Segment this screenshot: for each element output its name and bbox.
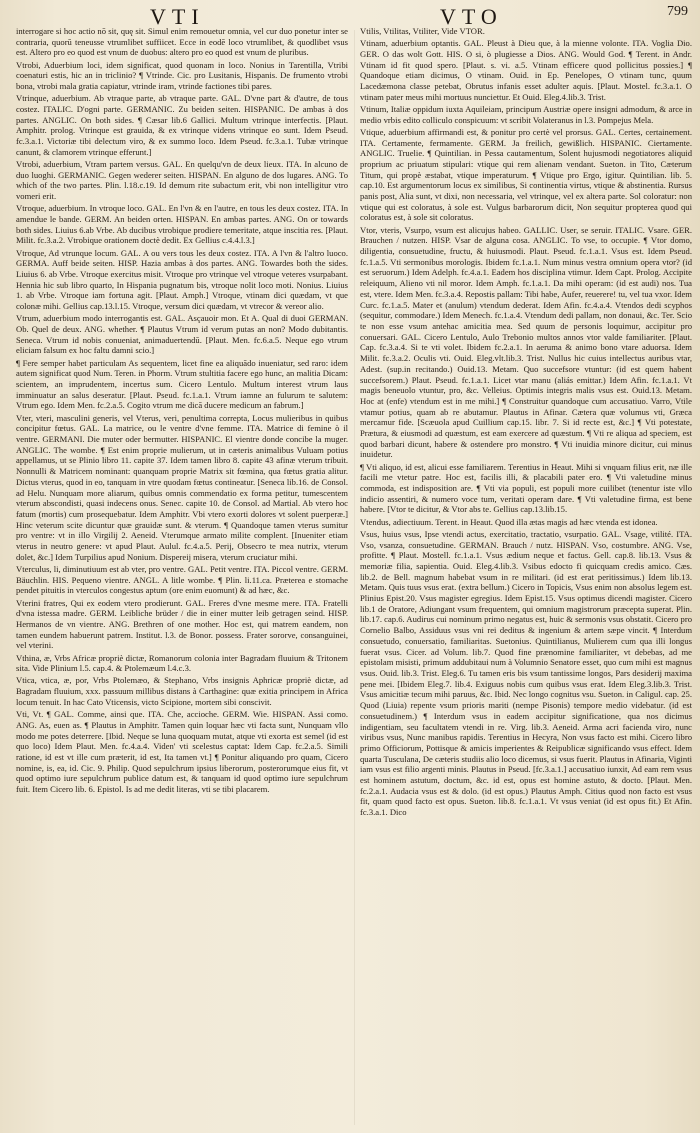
dictionary-entry: Vterini fratres, Qui ex eodem vtero prodierunt. GAL. Freres d'vne mesme mere. ITA. Fratelli d'vna istessa madre. GERM. Leibliche brüder / die in einer mutter leib getragen seind. HISP. Hermanos de vn vientre. ANG. Brethren of one mother. Hoc est, qui matrem eandem, non tamen eundem habuerunt patrem. Institut. l.3. de Bonor. possess. Frater sororve, consanguinei, vel vterini. <box>16 597 348 651</box>
dictionary-entry: Vtroque, Ad vtrunque locum. GAL. A ou vers tous les deux costez. ITA. A l'vn & l'altro luoco. GERMA. Auff beide seiten. HISP. Hazia ambas à dos partes. ANG. Towardes both the sides. Liuius 6. ab Vrbe. Vtroque exercitus misit. Vtroque pro vtrinque vel vtroque veteres vsurpabant. Hennia hic sub libro quarto, In Hispania pugnatum bis, vtroque nolit loco moti. Nonius. Liuius 1. ab Vrbe. Vtroque iam fortuna agit. [Plaut. Amph.] Vtroque, vtinam dici quædam, vt que colonæ mihi. Gellius cap.13.l.15. Vtroque, versum dici quædam, vt vtrecor & vereor alio. <box>16 247 348 312</box>
dictionary-entry: Vterculus, li, diminutiuum est ab vter, pro ventre. GAL. Petit ventre. ITA. Piccol ventre. GERM. Bäuchlin. HIS. Pequeno vientre. ANGL. A litle wombe. ¶ Plin. li.11.ca. Præterea e stomache pendet pituitis in vterculos congestus aptum (ore enim euomunt) & ad hæc, &c. <box>16 563 348 596</box>
dictionary-entry: Vtica, vtica, æ, por, Vrbs Ptolemæo, & Stephano, Vrbs insignis Aphricæ propriè dictæ, ad Bagradam fluuium, xxx. passuum millibus distans à Carthagine: quæ exitia principem in Africa locum tenuit. In hac Cato Vticensis, victo Scipione, mortem sibi conscivit. <box>16 675 348 707</box>
dictionary-entry: ¶ Fere semper habet particulam As sequentem, licet fine ea aliquādo inueniatur, sed raro: idem autem significat quod Num. Teren. in Phorm. Vtrum stultitia facere ego hunc, an malitia Dicam: scientem, an imprudentem, incertus sum. Cicero Lentulo. Multum interest vtrum laus imminuatur an salus deseratur. [Plaut. Pseud. fc.1.a.1. Vtrum iamne an fulurum te salutem: Vtrum ego. Idem Men. fc.2.a.5. Cogito vtrum me dicā ducere medicum an fabrum.] <box>16 357 348 411</box>
dictionary-entry: Vti, Vt. ¶ GAL. Comme, ainsi que. ITA. Che, accioche. GERM. Wie. HISPAN. Assi como. ANG. As, euen as. ¶ Plautus in Amphitr. Tamen quin loquar hæc vti facta sunt, Nunquam vllo modo me potes deterrere. [Ibid. Neque se luna quoquam mutat, atque vti exorta est semel (id est quo loco) Idem Plaut. Men. fc.4.a.4. Viden' vti scelestus captat: Idem Cap. fc.2.a.5. Simili ratione, id est vt ille cum præterit, id est, Ita tamen vt.] ¶ Ponitur aliquando pro quam, Cicero nomine, is, ea, id. Cic. 9. Philip. Quod sepulchrum ipsius liberorum, posterorumque eius fit, vt quod optimo iure sepulchrum publice datum est, & tanquam id quod optimo iure sepulchrum fuit. Item Cicero lib. 6. Epistol. Is ad me dedit literas, vti se tibi placarem. <box>16 709 348 795</box>
dictionary-entry: interrogare si hoc actio nō sit, quę sit. Simul enim remouetur omnia, vel cur duo ponetur inter se contraria, quorū teneusse vtrumlibet suffiicet. Ecce in eodē loco vtrumlibet, & quodlibet vsus est. Altero pro eo quod est vnum de duobus: altero pro eo quod est vnum de pluribus. <box>16 26 348 58</box>
dictionary-entry: Vtique, aduerbium affirmandi est, & ponitur pro certè vel prorsus. GAL. Certes, certainement. ITA. Certamente, fermamente. GERM. Ja freilich, gewißlich. HISPANIC. Ciertamente. ANGLIC. Truelie. ¶ Quintilian. in Pessa cautamentum, Solent hujusmodi negotiatores aliquid proprium ac priuatum stipulari: vtique qui rem alienam vendant. Sueton. in Tito, Cæterum Titum, qui propè æstabat, vtique imperaturum. ¶ Vtique pro Ergo, igitur. Quintilian. lib. 5. cap.10. Est argumentorum locus ex similibus, Si continentia virtus, vtique & abstinentia. Rursus panis post, Alia sunt, vt dixi, non necessaria, vel vtrinque, vel ex altera parte. Sol coloratur: non vtique qui est coloratus, à sole est. Vulgus barbarorum dicit, Non sequitur propterea quod qui coloratus est, à sole sit coloratus. <box>360 126 692 223</box>
dictionary-entry: Vter, vteri, masculini generis, vel Vterus, veri, penultima correpta, Locus mulieribus in quibus concipitur fœtus. GAL. La matrice, ou le ventre d'vne femme. ITA. Matrice di femine ò il ventre. GERMANI. Die muter oder bermutter. HISPANIC. El vientre donde concibe la muger. ANGLIC. The wombe. ¶ Est enim proprie mulierum, ut in cæteris animalibus Vuluam potius appellamus, ut se Plinio libro 11. capite 37. Idem tamen libro 8. capite 43 afinæ vterum tribuit. Nonnulli & Matricem nominant: quanquam proprie Matrix sit fœmina, qua fœtus gratia alitur. Dictus vterus, quod in eo, tanquam in vtre quodam fœtus contineatur. [Seneca lib.16. de Consol. ad Helu. Nunquam more aliarum, quibus omnis commendatio ex forma petitur, tumescentem vterum abscondisti, quasi indecens onus. Senec. capite 10. de Consol. ad Martial. Ab vtero hoc fatum (mortis) cum prosequebatur. Idem Amphitr. Vbi vtero exorti dolores vt solent puerperæ.] Hinc veterum scite dicuntur quæ grauidæ sunt. & vterum. ¶ Quandoque tamen vterus sumitur pro ventre: vt in illo Virgilij 2. Aeneid. Vterumque armato milite complent. [Inueniter etiam vterus in neutro genere: vt apud Plaut. Aulul. fc.4.a.5. Perij, Obsecro te mea nutrix, vterum dolet, &c.] Idem Turpilius apud Nonium. Dispereij misera, vterum cruciatur mihi. <box>16 412 348 562</box>
dictionary-entry: Vthina, æ, Vrbs Africæ propriè dictæ, Romanorum colonia inter Bagradam fluuium & Tritonem sita. Vide Plinium l.5. cap.4. & Ptolemæum l.4.c.3. <box>16 652 348 674</box>
dictionary-entry: Vtrinque, aduerbium. Ab vtraque parte, ab vtraque parte. GAL. D'vne part & d'autre, de tous costez. ITALIC. D'ogni parte. GERMANIC. Zu beiden seiten. HISPANIC. De ambas à dos partes. ANGLIC. On both sides. ¶ Cæsar lib.6 Gallici. Multum vtrinque interfectis. [Plaut. Amphitr. prolog. Vtrinque est grauida, & ex vtrinque videns vtrinque eo sunt. Idem Pseud. fc.3.a.1. Victoriæ tibi delectum viro, & ex summo loco. Idem Pseud. fc.3.a.1. Tubæ vtrinque canunt, & clamorem vtrinque efferunt.] <box>16 93 348 157</box>
dictionary-entry: Vtrum, aduerbium modo interrogantis est. GAL. Asçauoir mon. Et A. Qual di duoi GERMAN. Ob. Quel de deux. ANG. whether. ¶ Plautus Vtrum id verum putas an non? Modo dubitantis. Seneca. Vtrum id nobis conueniat, animaduertendū. [Plaut. Men. fc.6.a.5. Neque ego vtrum eliciam falsum ex hoc faltu damni scio.] <box>16 313 348 356</box>
dictionary-entry: Vtor, vteris, Vsurpo, vsum est alicujus habeo. GALLIC. User, se seruir. ITALIC. Vsare. GER. Brauchen / nutzen. HISP. Vsar de alguna cosa. ANGLIC. To vse, to occupie. ¶ Vtor domo, diligentia, consuetudine, fructu, & huiusmodi. Plaut. Pseud. fc.1.a.1. Vsus est. Idem Pseud. fc.1.a.5. Vti sermonibus morologis. Ibidem fc.1.a.1. Num minus vestra omnium opera vtor? (id est seruorum.) Idem Adelph. fc.4.a.1. Eadem hos disciplina vtimur. Idem Capt. Prolog. Accipite releiquum, Alieno vti nil moror. Idem Amph. fc.1.a.1. Da mihi operam: (id est audi) nos. Tua est, vtere. Idem Men. fc.3.a.4. Repostis pallam: Tibi habe, Aufer, reuerere! tu, vel tua vxor. Idem Curc. fc.1.a.5. Mater et (anulum) vtendum dederat. Idem Afin. fc.4.a.4. Vtendos dedi scyphos (sequitur, commodare.) Idem Menech. fc.1.a.4. Vtendum dedi pallam, non donaui, &c. Ter. Scio te non esse vsum antehac amicitia mea. Sed quum de personis loquimur, accipitur pro conuersari. GAL. Cicero Lentulo, Aulo Trebonio multos annos vtor valde familiariter. [Plaut. Cap. fc.3.a.4. Si te vti volet. Ibidem fc.2.a.1. In aeruma & animo bono vtare aduorsa. Idem Milit. fc.3.a.2. Oculis vti. Ouid. Eleg.vlt.lib.3. Trist. Nullus hic cuius intellectus auribus vtar, Adest. (sup.in recitando.) Ouid.13. Metam. Quo succefsore vtuntur: (id est quem habent succefsorem.) Plaut. Pseud. fc.1.a.1. Licet vtar manu (aliás emittar.) Idem Afin. fc.1.a.1. Vt magis beneuolo vtuntur, pro, &c. Velleius. Optimis integris malis vsus est. Ouid.13. Metam. Hoc at (enfe) vtendum est in me mihi.] ¶ Construitur quandoque cum accusatiuo. Varro, Vtile vtamur potius, quam ab re abutamur. Plautus in Afinar. Cætera quæ volumus vti, Græca mercamur fide. [Scæuola apud Cuillium cap.15. libr. 7. Si id recte est, &c.] ¶ Vti potestate, Prætura, & eiusmodi ad quæstum, est eam exercere ad quæstum. ¶ Vti re aliqua ad speciem, est quod barbari dicunt, habere & ostendere pro monstro. ¶ Vti inuidia minore dicitur, cui minus inuidetur. <box>360 224 692 460</box>
running-head-left: VTI <box>150 4 205 29</box>
dictionary-entry: Vtrobi, Aduerbium loci, idem significat, quod quonam in loco. Nonius in Tarentilla, Vtribi coenaturi estis, hic an in triclinio? ¶ Vtrinde. Cic. pro Lusitanis, Hispanis. De frumento vtrobi bona, vtrobi mala gratia capiatur, vtrinde iram, vtrinde factiones tibi pares. <box>16 59 348 92</box>
page-number: 799 <box>667 4 688 19</box>
dictionary-entry: Vtroque, aduerbium. In vtroque loco. GAL. En l'vn & en l'autre, en tous les deux costez. ITA. In amendue le bande. GERM. An beiden orten. HISPAN. En ambas partes. ANG. On or towards both sides. Liuius 6.ab Vrbe. Ab ducibus vtrobique prodiere temeritate, atque inscitia res. [Plaut. Milit. fc.3.a.2. Vtrobique orationem doctè dedit. Ex Gellius c.4.4.l.3.] <box>16 203 348 246</box>
dictionary-entry: Vtinam, aduerbium optantis. GAL. Pleust à Dieu que, à la mienne volonte. ITA. Voglia Dio. GER. O das wolt Gott. HIS. O si, ò plugiesse a Dios. ANG. Would God. ¶ Terent. in Andr. Vtinam id fit quod spero. [Plaut. s. vi. a.5. Vtinam efficere quod pollicitus possies.] ¶ Quandoque etiam dicimus, O vtinam. Ouid. in Ep. Penelopes, O vtinam tunc, quum Lacedæmona classe petebat, Obrutus infanis esset adulter aquis. [Plaut. Mostel. fc.3.a.1. O vtinam pater meus mihi mortuus nunciettur. Et Ouid. Eleg.4.lib.3. Trist. <box>360 38 692 102</box>
running-head-right: VTO <box>440 4 503 29</box>
dictionary-entry: Vtrobi, aduerbium, Vtram partem versus. GAL. En quelqu'vn de deux lieux. ITA. In alcuno de duo luoghi. GERMANIC. Gegen wederer seiten. HISPAN. En alguno de dos lugares. ANG. To which of the two partes. Plin. l.18.c.19. Id demum rite subactum erit, vbi non intelligitur vtro vomeri erit. <box>16 158 348 202</box>
dictionary-entry: Vtendus, adiectiuum. Terent. in Heaut. Quod illa ætas magis ad hæc vtenda est idonea. <box>360 516 658 527</box>
dictionary-entry: ¶ Vti aliquo, id est, alicui esse familiarem. Terentius in Heaut. Mihi si vnquam filius erit, næ ille facili me vtetur patre. Hoc est, facilis illi, & placabili pater ero. ¶ Vti valetudine minus commoda, est indisposition are. ¶ Vti via populi, est populi more cuilibet (tenentur iste vllo indicio assentiri, & numero voce tum, veritati operam dare. ¶ Vti valetudine firma, est bene habere. [Vtor te dicitur, & Vtor abs te. Gellius cap.13.lib.15. <box>360 461 692 515</box>
dictionary-entry: Vtinum, Italiæ oppidum iuxta Aquileiam, principum Austriæ opere insigni admodum, & arce in medio vrbis edito colliculo conspicuum: vt scribit Volateranus in l.3. Pompejus Mela. <box>360 103 692 125</box>
dictionary-entry: Vsus, huius vsus, Ipse vtendi actus, exercitatio, tractatio, vsurpatio. GAL. Vsage, vtilité. ITA. Vso, vsanza, consuetudine. GERMAN. Brauch / nutz. HISPAN. Vso, costumbre. ANG. Vse, profitte. ¶ Plaut. Mostell. fc.1.a.1. Vsus ædium neque et factus. Gell. cap.8. lib.13. Vsus & memoriæ filia, sapientia. Ouid. Eleg.4.lib.3. Vsibus edocto fi quicquam credis amico. Cæs. lib.2. de Bell. magnum habebat vsum in re militari. (id est erat peritissimus.) Idem lib.13. Metam. Quis tuus vsus erat. (extra bellum.) Cicero in Topicis, Vsus enim non absolus legem est. Plinius Epist.20. Vsus magister egregius. Idem Epist.15. Vsus optimus dicendi magister. Cicero lib.1 de Oratore, Adiungant vsum frequentem, qui omnium magistrorum præcepta superat. Plin. lib.17. cap.6. Audirus cui nominum primo negatus est, huic & sermonis vsus obstatit. Cicero pro Cornelio Balbo, Assiduus vsus vni rei deditus & ingenium & artem sæpe vincit. ¶ Interdum consuetudo, conuersatio, familiaritas. Suetonius. Quintilianus, Mulierem cum qua illi longus fuerat vsus. Cicer. ad Volum. lib.7. Quod fine prænomine familiariter, vt debebas, ad me epistolam misisti, primum addubitaui num à Volumnio Senatore esset, quo cum mihi est magnus vsus. Ouid. lib.3. Trist. Eleg.6. Tu tamen eris bis vsum tantissime longos, Pars desiderij maxima pene mei. [Ibidem Eleg.7. lib.4. Exiguus nobis cum quibus vsus erat. Idem Eleg.3.lib.3. Trist. Vsus amicitiæ tecum mihi paruus, &c. Ibid. Nec longo cognitus vsu. Sueton. in Caligul. cap. 25. Quod (Liuia) repente vsum prioris mariti (nempe Pisonis) tempore medio videbatur. (id est consuetudinem.) ¶ Interdum vsus in eadem accipitur significatione, qua nos dicimus indigentiam, seu facultatem vtendi in re. Virg. lib.3. Aeneid. Arma acri facienda viro, nunc viribus vsus, Nunc manibus rapidis. Terentius in Hecyra, Non vsus facto est mihi. Cicero libro primo Officiorum, Pottisque & amicis imperientes & Reipublicæ significando vsus effect. Idem quarta Tusculana, De cæteris studiis alio loco dicemus, si vsus fuerit. Plautus in Afinaria, Viginti iam vsus est filio argenti minis. Plautus in Pseud. [fc.3.a.1.] accusatiuo iunxit, Ad eam rem vsus est hominem astutum, doctum, &c. id est, opus est homine astuto, & docto. [Plaut. Men. fc.2.a.1. Audacia vsus est & dolo. (id est opus.) Plautus Amph. Citius quod non facto est vsus fit, quam quod facto est opus. Sueton. lib.8. fc.1.a.1. Vt vsus veniat (id est opus fit.) Et Afin. fc.3.a.1. Dico <box>360 528 692 818</box>
left-column <box>16 26 348 1126</box>
dictionary-entry: Vtilis, Vtilitas, Vtiliter, Vide VTOR. <box>360 26 485 36</box>
text-columns <box>16 26 692 1126</box>
right-column <box>360 26 692 1126</box>
